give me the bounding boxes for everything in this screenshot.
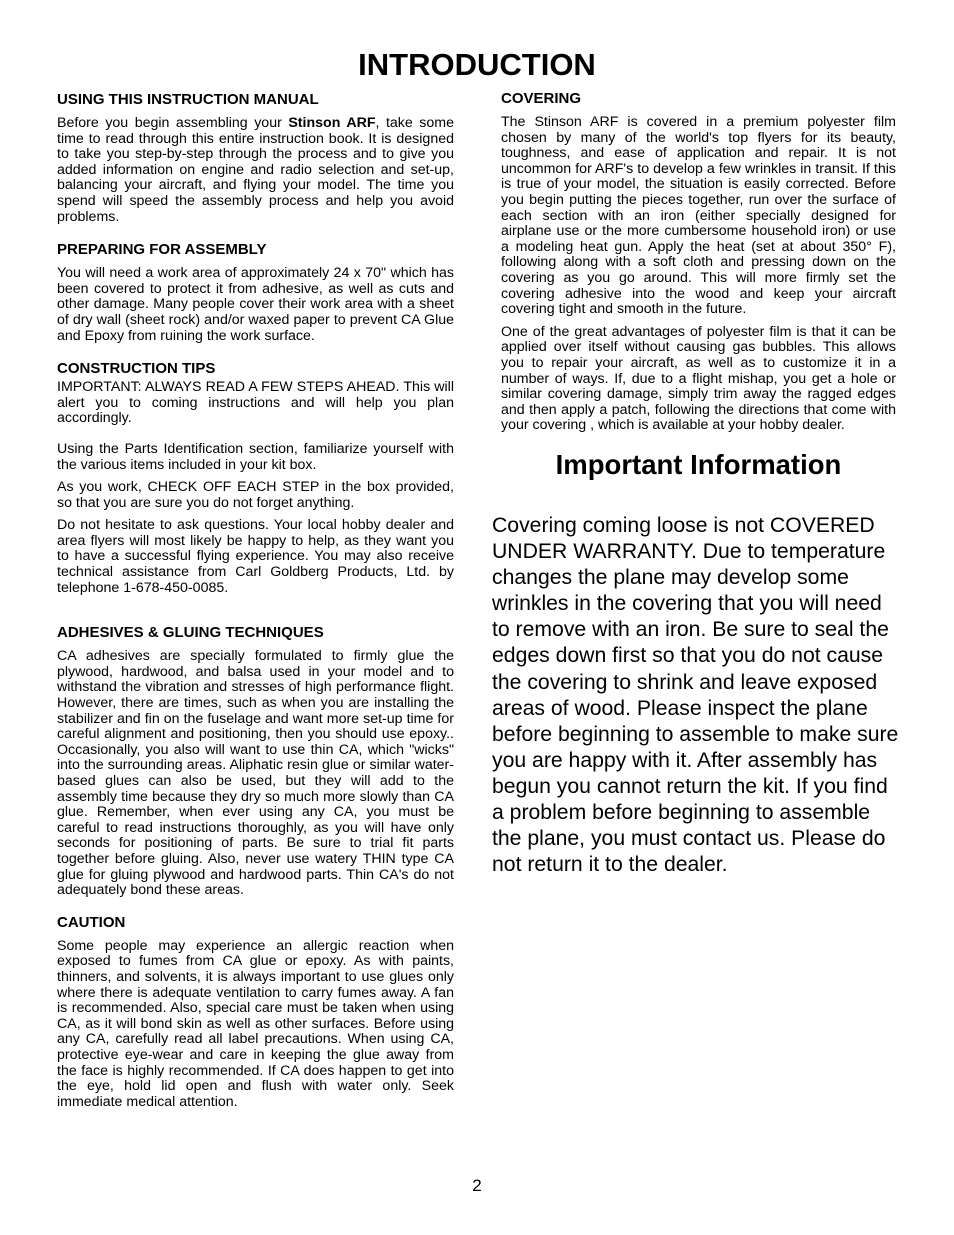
page-title: INTRODUCTION: [358, 47, 596, 82]
section-caution: [57, 914, 454, 1111]
construction-p1: IMPORTANT: ALWAYS READ A FEW STEPS AHEAD. This will alert you to coming instructions and will help you plan accordingly.: [57, 379, 454, 427]
product-name: Stinson ARF: [288, 115, 376, 131]
page-number: 2: [472, 1176, 482, 1195]
heading-preparing: PREPARING FOR ASSEMBLY: [57, 241, 267, 259]
heading-using-manual: USING THIS INSTRUCTION MANUAL: [57, 91, 319, 108]
left-column: [57, 91, 454, 1122]
heading-covering: COVERING: [501, 90, 582, 107]
using-manual-text: [57, 116, 454, 225]
section-using-manual: [57, 91, 454, 225]
using-manual-text-part1: Before you begin assembling your: [57, 115, 289, 131]
heading-adhesives: ADHESIVES & GLUING TECHNIQUES: [57, 624, 324, 642]
adhesives-text: CA adhesives are specially formulated to firmly glue the plywood, hardwood, and balsa used in your model and to withstand the vibration and stresses of high performance flight. However, there are times, such as when you are installing the stabilizer and fin on the fuselage and want more set-up time for careful alignment and positioning, then you should use epoxy.. Occasionally, you also will want to use thin CA, which "wicks" into the surrounding areas. Aliphatic resin glue or similar water-based glues can also be used, but they will add to the assembly time because they dry so much more slowly than CA glue. Remember, when ever using any CA, you must be careful to read instructions thoroughly, as you will have only seconds for positioning of parts. Be sure to trial fit parts together before gluing. Also, never use watery THIN type CA glue for gluing plywood and hardwood parts. Thin CA's do not adequately bond these areas.: [57, 648, 454, 899]
section-important: [501, 448, 896, 482]
section-preparing: [57, 241, 454, 344]
preparing-text: You will need a work area of approximately 24 x 70" which has been covered to protect it from adhesive, as well as cuts and other damage. Many people cover their work area with a sheet of dry wall (sheet rock) and/or waxed paper to prevent CA Glue and Epoxy from ruining the work surface.: [57, 265, 454, 344]
covering-p1: The Stinson ARF is covered in a premium polyester film chosen by many of the world's top flyers for its beauty, toughness, and ease of application and repair. It is not uncommon for ARF's to develop a few wrinkles in transit. If this is true of your model, the situation is easily corrected. Before you begin putting the pieces together, run over the surface of each section with an iron (either specially designed for airplane use or the more cumbersome household iron) or use a modeling heat gun. Apply the heat (set at about 350° F), following along with a soft cloth and pressing down on the covering as you go around. This will more firmly set the covering adhesive into the wood and keep your aircraft covering tight and smooth in the future.: [501, 114, 896, 318]
construction-p2: Using the Parts Identification section, familiarize yourself with the various items included in your kit box.: [57, 440, 454, 473]
covering-p2: One of the great advantages of polyester film is that it can be applied over itself without causing gas bubbles. This allows you to repair your aircraft, as well as to customize it in a number of ways. If, due to a flight mishap, you get a hole or similar covering damage, simply trim away the ragged edges and then apply a patch, following the directions that come with your covering , which is available at your hobby dealer.: [501, 323, 896, 434]
construction-p3: As you work, CHECK OFF EACH STEP in the box provided, so that you are sure you do not forget anything.: [57, 479, 454, 511]
right-column: [501, 90, 896, 482]
construction-p4: Do not hesitate to ask questions. Your local hobby dealer and area flyers will most likely be happy to help, as they want you to have a successful flying experience. You may also receive technical assistance from Carl Goldberg Products, Ltd. by telephone 1-678-450-0085.: [57, 517, 454, 596]
heading-construction: CONSTRUCTION TIPS: [57, 360, 216, 378]
important-information-text: Covering coming loose is not COVERED UNDER WARRANTY. Due to temperature changes the plane may develop some wrinkles in the covering that you will need to remove with an iron. Be sure to seal the edges down first so that you do not cause the covering to shrink and leave exposed areas of wood. Please inspect the plane before beginning to assemble to make sure you are happy with it. After assembly has begun you cannot return the kit. If you find a problem before beginning to assemble the plane, you must contact us. Please do not return it to the dealer.: [492, 514, 899, 877]
section-construction: [57, 360, 454, 596]
section-covering: [501, 90, 896, 434]
caution-text: Some people may experience an allergic reaction when exposed to fumes from CA glue or epoxy. As with paints, thinners, and solvents, it is always important to use glues only where there is adequate ventilation to carry fumes away. A fan is recommended. Also, special care must be taken when using CA, as it will bond skin as well as other surfaces. Before using any CA, carefully read all label precautions. When using CA, protective eye-wear and care in keeping the glue away from the face is highly recommended. If CA does happen to get into the eye, hold lid open and flush with water only. Seek immediate medical attention.: [57, 937, 454, 1110]
heading-caution: CAUTION: [57, 913, 126, 931]
using-manual-text-part2: , take some time to read through this entire instruction book. It is designed to take you step-by-step through the process and to give you added information on engine and radio selection and set-up, balancing your aircraft, and flying your model. The time you spend will speed the assembly process and help you avoid problems.: [57, 115, 454, 225]
section-adhesives: [57, 624, 454, 899]
heading-important-information: Important Information: [555, 448, 842, 480]
